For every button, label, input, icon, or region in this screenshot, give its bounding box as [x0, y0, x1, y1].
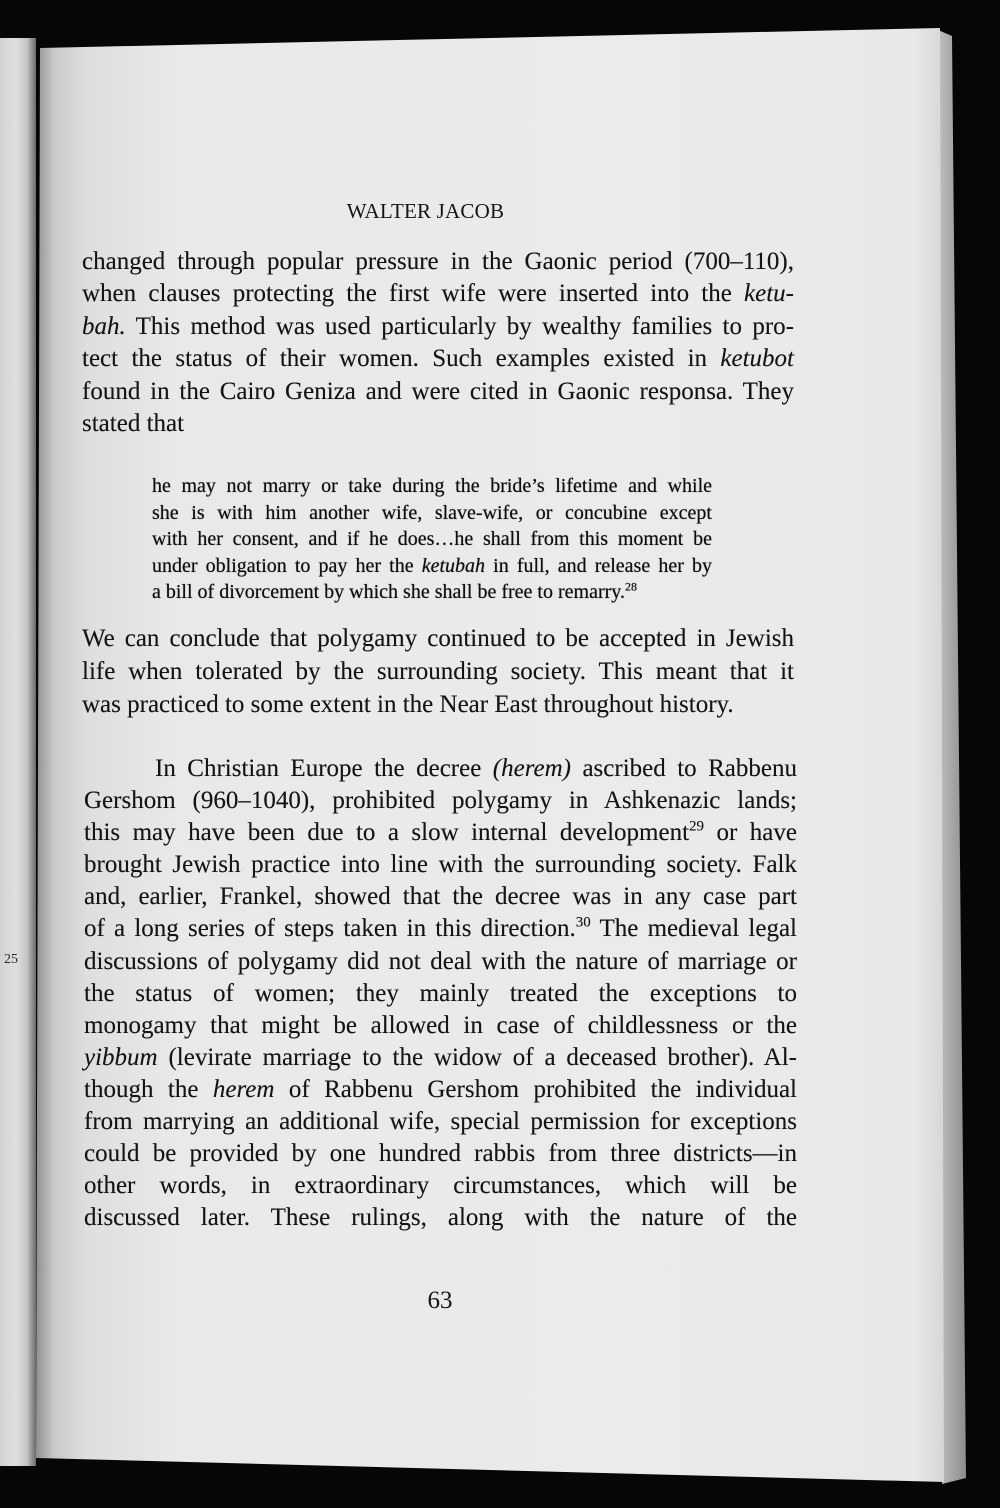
running-head-author: WALTER JACOB: [346, 199, 505, 223]
text-line: [82, 246, 794, 278]
italic-term: bah.: [82, 312, 126, 340]
text-line: [84, 1042, 797, 1074]
italic-term: ketubot: [720, 345, 794, 373]
text-run: was practiced to some extent in the Near East throughout history.: [82, 691, 734, 718]
text-line: [152, 526, 712, 553]
text-line: [82, 278, 794, 310]
text-run: other words, in extraordinary circumstances, which will be: [84, 1172, 797, 1200]
text-run: changed through popular pressure in the Gaonic period (700–110),: [82, 248, 794, 275]
text-line: [82, 408, 794, 440]
text-run: The medieval legal: [590, 915, 797, 943]
text-run: ascribed to Rabbenu: [570, 755, 797, 782]
body-paragraph-gaonic-period: [82, 246, 794, 440]
text-run: This method was used particularly by wealthy families to pro-: [125, 312, 794, 340]
text-run: We can conclude that polygamy continued to be accepted in Jewish: [82, 625, 794, 652]
text-run: he may not marry or take during the bride’s lifetime and while: [152, 475, 712, 497]
italic-term: yibbum: [84, 1043, 158, 1071]
text-run: found in the Cairo Geniza and were cited in Gaonic responsa. They: [82, 377, 794, 405]
text-run: of a long series of steps taken in this direction.: [84, 915, 576, 943]
text-run: the status of women; they mainly treated the exceptions to: [84, 979, 797, 1007]
text-run: in full, and release her by: [485, 554, 712, 577]
footnote-reference: 30: [575, 915, 591, 932]
body-paragraph-herem-rabbenu-gershom: [84, 753, 797, 1234]
footnote-reference: 28: [624, 579, 637, 594]
italic-term: ketubah: [421, 554, 486, 577]
text-line: [84, 978, 797, 1010]
text-line: [84, 946, 797, 978]
text-line: [84, 753, 797, 785]
text-run: when clauses protecting the first wife were inserted into the: [82, 280, 745, 308]
text-line: [82, 376, 794, 408]
italic-term: (herem): [492, 755, 571, 782]
text-run: though the: [84, 1075, 213, 1103]
text-line: [152, 473, 712, 500]
text-run: she is with him another wife, slave-wife, or concubine except: [152, 501, 712, 524]
text-line: [152, 579, 712, 606]
text-line: [84, 1074, 797, 1106]
text-run: this may have been due to a slow internal development: [84, 819, 690, 847]
text-line: [84, 1202, 797, 1234]
text-line: [84, 913, 797, 945]
text-line: [82, 343, 794, 375]
text-line: [82, 655, 794, 688]
text-run: a bill of divorcement by which she shall be free to remarry.: [152, 581, 625, 603]
text-run: brought Jewish practice into line with the surrounding society. Falk: [84, 851, 797, 879]
facing-page-number: 25: [4, 952, 18, 967]
text-line: [84, 849, 797, 881]
text-line: [84, 785, 797, 817]
text-run: (levirate marriage to the widow of a deceased brother). Al-: [157, 1043, 797, 1071]
text-line: [84, 817, 797, 849]
text-line: [82, 622, 794, 655]
text-run: with her consent, and if he does…he shall from this moment be: [152, 528, 712, 550]
text-run: monogamy that might be allowed in case of childlessness or the: [84, 1011, 797, 1039]
text-run: Gershom (960–1040), prohibited polygamy in Ashkenazic lands;: [84, 787, 797, 815]
text-line: [152, 553, 712, 580]
text-line: [84, 881, 797, 913]
facing-page-edge: [0, 38, 36, 1466]
text-run: life when tolerated by the surrounding society. This meant that it: [82, 658, 794, 685]
text-run: discussed later. These rulings, along with the nature of the: [84, 1204, 797, 1232]
text-run: of Rabbenu Gershom prohibited the individual: [274, 1075, 797, 1103]
text-line: [152, 500, 712, 527]
block-quote-ketubah-clause: [152, 473, 712, 606]
text-run: or have: [704, 819, 797, 847]
italic-term: herem: [212, 1075, 275, 1103]
italic-term: ketu-: [744, 280, 794, 308]
text-run: stated that: [82, 410, 185, 438]
text-run: from marrying an additional wife, special permission for exceptions: [84, 1108, 797, 1136]
text-run: could be provided by one hundred rabbis from three districts—in: [84, 1140, 797, 1168]
text-line: [84, 1106, 797, 1138]
body-paragraph-polygamy-tolerated: [82, 622, 794, 721]
text-run: discussions of polygamy did not deal with the nature of marriage or: [84, 947, 797, 975]
footnote-reference: 29: [689, 818, 705, 835]
text-run: In Christian Europe the decree: [155, 755, 493, 782]
text-run: tect the status of their women. Such examples existed in: [82, 345, 721, 373]
text-line: [84, 1010, 797, 1042]
text-line: [84, 1138, 797, 1170]
text-line: [84, 1170, 797, 1202]
text-run: and, earlier, Frankel, showed that the decree was in any case part: [84, 883, 797, 911]
text-run: under obligation to pay her the: [152, 554, 422, 577]
text-line: [82, 688, 794, 721]
text-line: [82, 311, 794, 343]
page-number: 63: [427, 1287, 453, 1314]
